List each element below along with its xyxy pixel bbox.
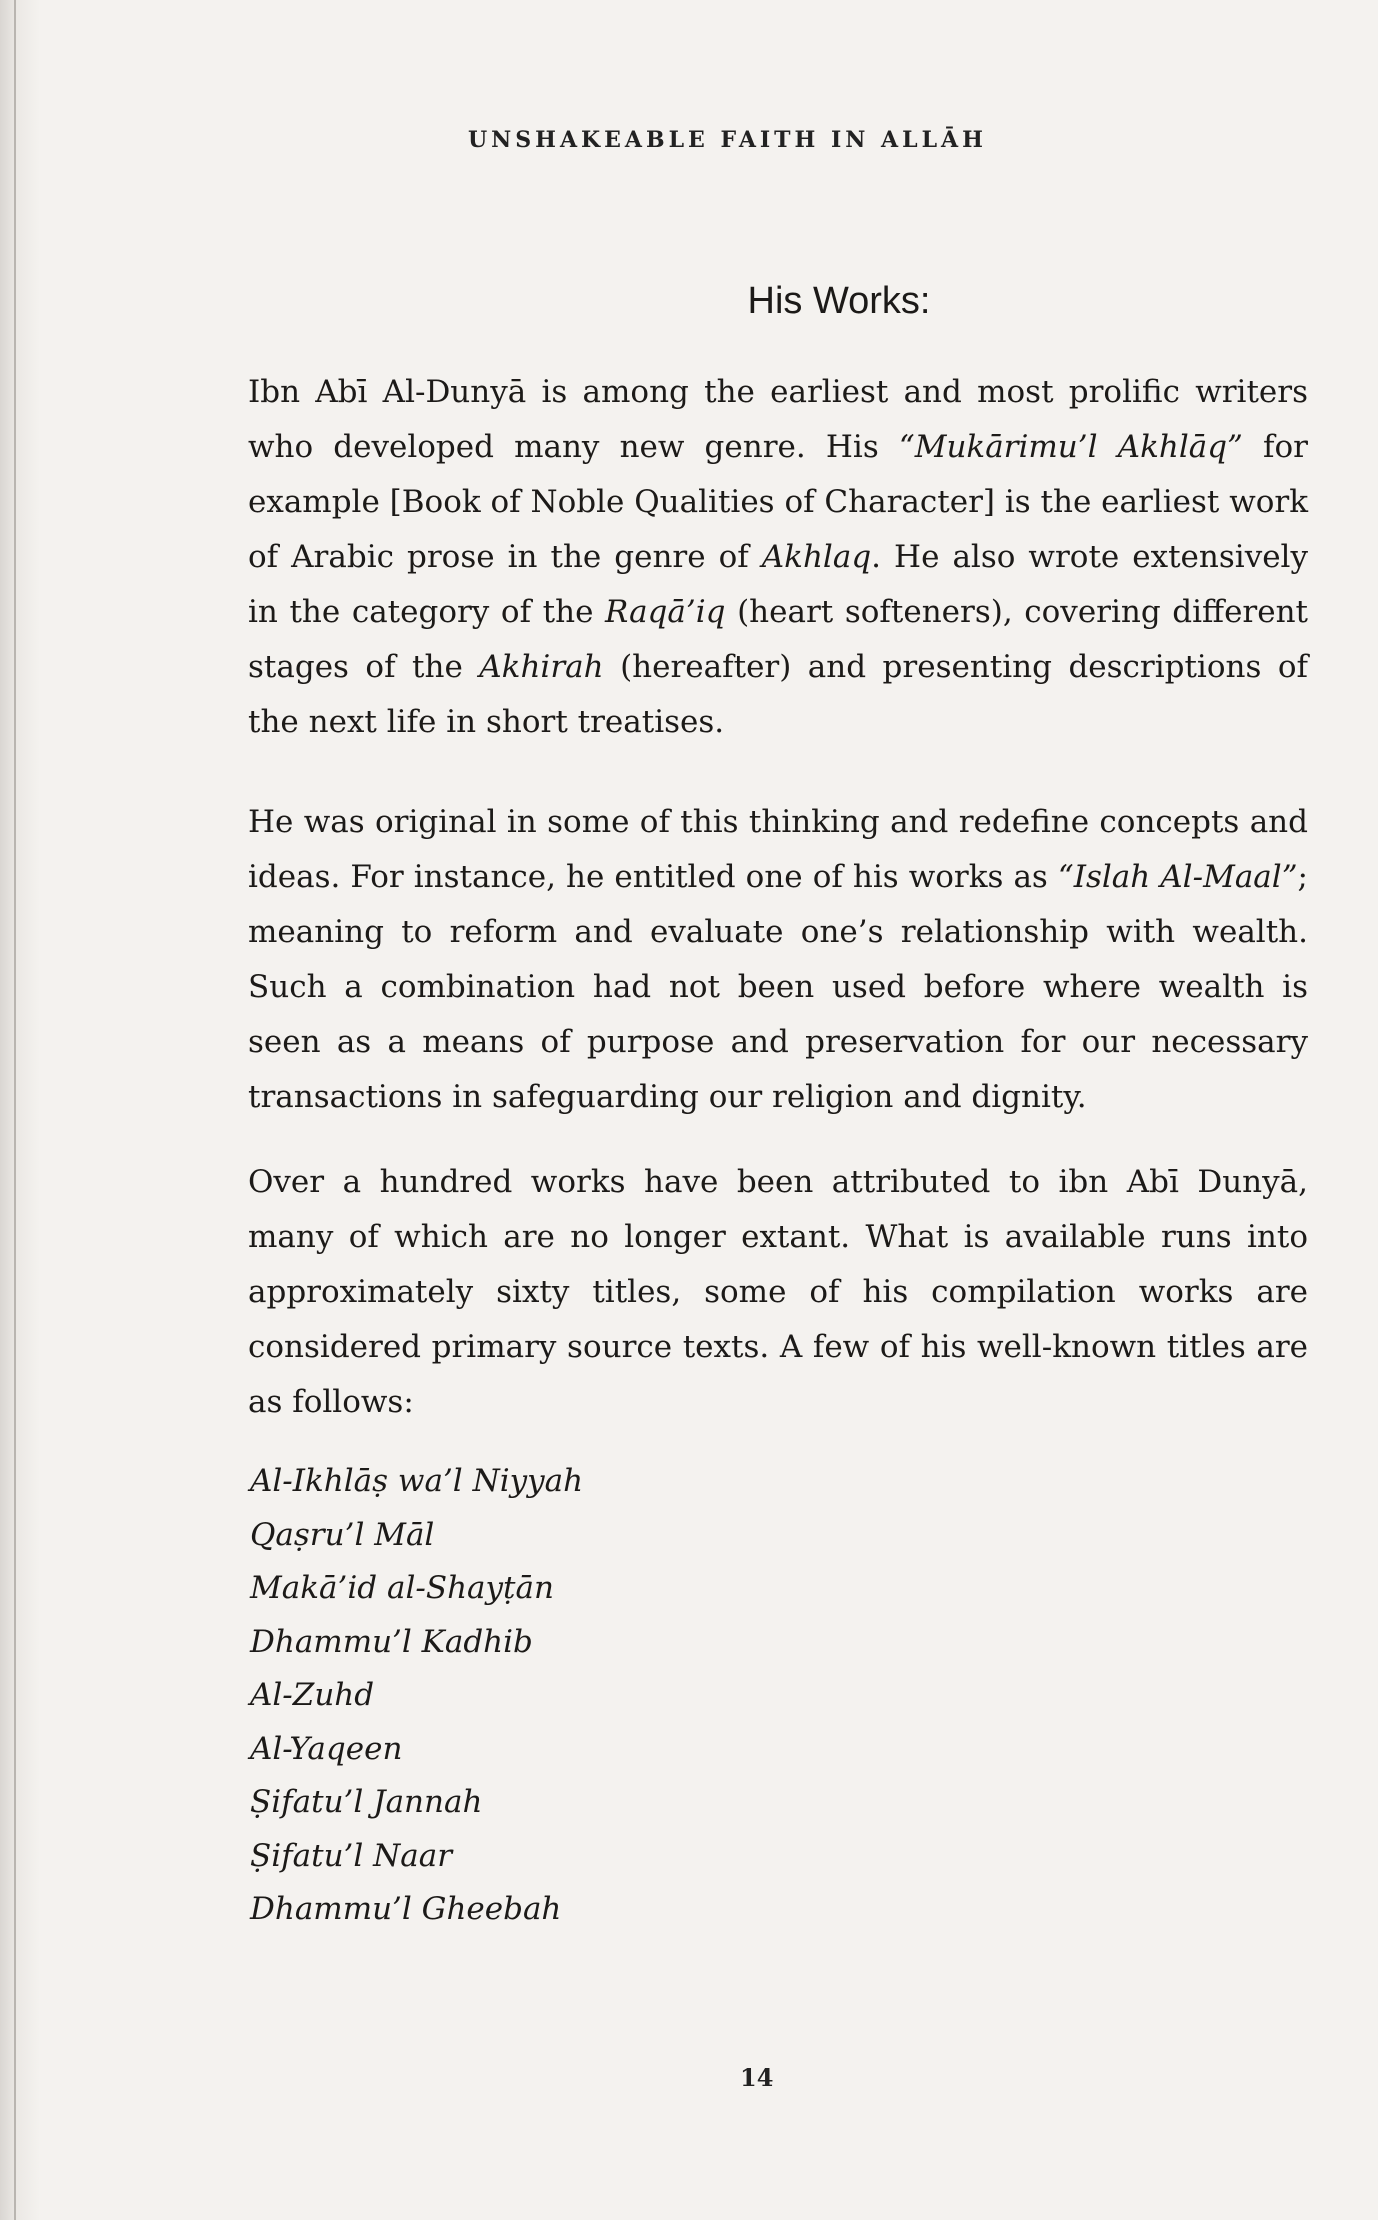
paragraph-2-text-1: He was original in some of this thinking and redefine concepts and ideas. For instance, he entitled one of his works as	[248, 804, 1308, 895]
list-item: Dhammu’l Gheebah	[250, 1891, 562, 1927]
list-item: Ṣifatu’l Naar	[250, 1837, 453, 1874]
paragraph-3: Over a hundred works have been attributed to ibn Abī Dunyā, many of which are no longer extant. What is available runs into approximately sixty titles, some of his compilation works are considered primary source texts. A few of his well-known titles are as follows:	[248, 1164, 1308, 1420]
list-item: Ṣifatu’l Jannah	[250, 1784, 483, 1820]
list-item: Makā’id al-Shayṭān	[250, 1570, 554, 1606]
paragraph-1-text-4: (heart softeners), covering different stages of the	[248, 594, 1309, 685]
paragraph-2-italic-1: “Islah Al-Maal”	[1057, 859, 1298, 895]
section-title: His Works:	[747, 280, 931, 322]
paragraph-1-italic-2: Akhlaq	[761, 539, 872, 575]
paragraph-1-text-1: Ibn Abī Al-Dunyā is among the earliest and most prolific writers who developed many new genre. His	[248, 374, 1308, 465]
titles-list	[250, 1455, 583, 1937]
list-item: Al-Zuhd	[250, 1677, 375, 1713]
list-item: Dhammu’l Kadhib	[250, 1623, 533, 1660]
running-head: UNSHAKEABLE FAITH IN ALLĀH	[468, 127, 987, 153]
list-item: Al-Yaqeen	[250, 1730, 403, 1767]
paragraph-1-italic-1: “Mukārimu’l Akhlāq”	[898, 429, 1243, 465]
paragraph-1-text-2: for example [Book of Noble Qualities of Character] is the earliest work of Arabic prose in the genre of	[248, 429, 1308, 575]
list-item: Qaṣru’l Māl	[250, 1516, 435, 1553]
paragraph-2	[248, 795, 1308, 1125]
paragraph-1-italic-3: Raqā’iq	[605, 594, 726, 630]
paragraph-1-text-3: . He also wrote extensively in the category of the	[248, 539, 1308, 630]
list-item: Al-Ikhlāṣ wa’l Niyyah	[250, 1463, 584, 1499]
paragraph-2-text-2: ; meaning to reform and evaluate one’s relationship with wealth. Such a combination had not been used before where wealth is seen as a means of purpose and preservation for our necessary transactions in safeguarding our religion and dignity.	[248, 859, 1308, 1115]
page-number: 14	[740, 2063, 774, 2092]
paragraph-1	[248, 365, 1308, 750]
paragraph-1-text-5: (hereafter) and presenting descriptions of the next life in short treatises.	[248, 649, 1308, 740]
paragraph-1-italic-4: Akhirah	[479, 649, 604, 685]
